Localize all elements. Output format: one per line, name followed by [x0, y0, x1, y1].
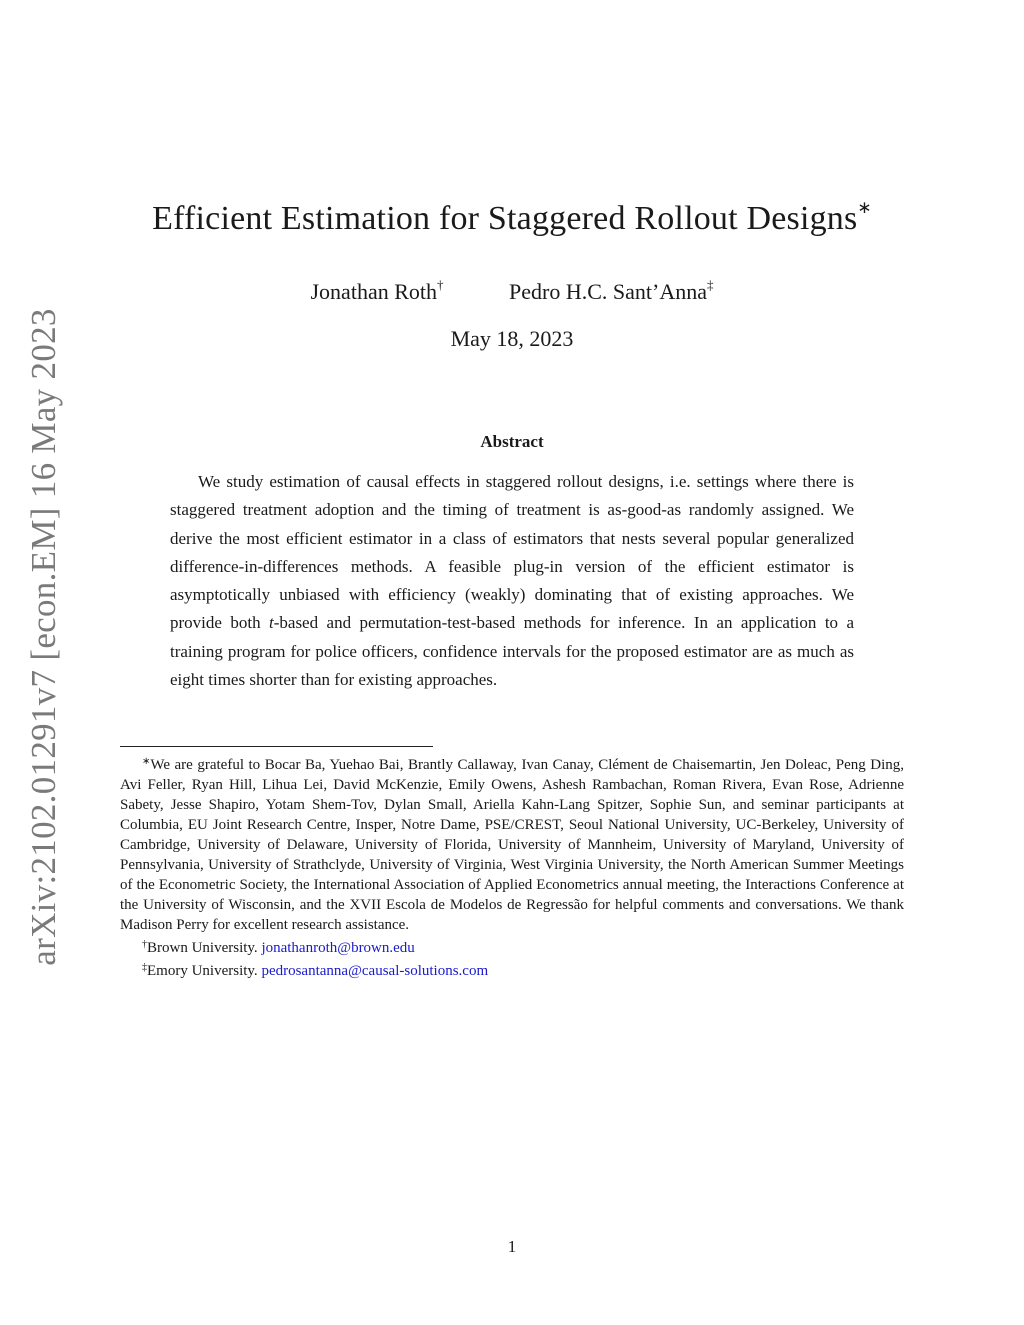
- abstract-text-2: -based and permutation-test-based methods for inference. In an application to a training program for police officers, confidence intervals for the proposed estimator are as much as eight times shorter than for existing approaches.: [170, 613, 855, 690]
- abstract-text-1: We study estimation of causal effects in staggered rollout designs, i.e. settings where there is staggered treatment adoption and the timing of treatment is as-good-as randomly assigned. We derive the most efficient estimator in a class of estimators that nests several popular generalized difference-in-differences methods. A feasible plug-in version of the efficient estimator is asymptotically unbiased with efficiency (weakly) dominating that of existing approaches. We provide both: [170, 472, 854, 633]
- title-footnote-mark: ∗: [857, 198, 872, 217]
- abstract-italic-t: t: [269, 613, 274, 633]
- ack-mark: ∗: [142, 756, 151, 767]
- footnotes: [120, 752, 904, 981]
- footnote-acknowledgements: [120, 752, 904, 935]
- ack-text: We are grateful to Bocar Ba, Yuehao Bai, Brantly Callaway, Ivan Canay, Clément de Chaisemartin, Jen Doleac, Peng Ding, Avi Feller, Ryan Hill, Lihua Lei, David McKenzie, Emily Owens, Ashesh Rambachan, Roman Rivera, Evan Rose, Adrienne Sabety, Jesse Shapiro, Yotam Shem-Tov, Dylan Small, Ariella Kahn-Lang Spitzer, Sophie Sun, and seminar participants at Columbia, EU Joint Research Centre, Insper, Notre Dame, PSE/CREST, Seoul National University, UC-Berkeley, University of Cambridge, University of Delaware, University of Florida, University of Mannheim, University of Maryland, University of Pennsylvania, University of Strathclyde, University of Virginia, West Virginia University, the North American Summer Meetings of the Econometric Society, the International Association of Applied Econometrics annual meeting, the Interactions Conference at the University of Wisconsin, and the XVII Escola de Modelos de Regressão for helpful comments and conversations. We thank Madison Perry for excellent research assistance.: [120, 757, 904, 933]
- author-1-email-link[interactable]: jonathanroth@brown.edu: [261, 940, 415, 956]
- footnote-author-1: [120, 935, 904, 958]
- arxiv-identifier: arXiv:2102.01291v7 [econ.EM] 16 May 2023: [24, 308, 63, 966]
- author-2: [509, 277, 713, 305]
- footnote-rule: [120, 746, 433, 747]
- author-2-mark: ‡: [706, 277, 714, 292]
- footnote-author-2: [120, 958, 904, 981]
- abstract-heading: Abstract: [480, 432, 544, 451]
- author-list: [0, 277, 1024, 305]
- author-1-affiliation: Brown University.: [147, 940, 262, 956]
- author-1-footnote-mark: †: [142, 939, 147, 950]
- abstract-body: [170, 468, 854, 694]
- page-number: 1: [507, 1237, 517, 1256]
- author-2-email-link[interactable]: pedrosantanna@causal-solutions.com: [261, 963, 489, 979]
- author-1-mark: †: [437, 277, 444, 292]
- author-2-footnote-mark: ‡: [142, 962, 147, 973]
- author-2-name: Pedro H.C. Sant’Anna: [509, 279, 707, 304]
- paper-title: [0, 198, 1024, 238]
- author-2-affiliation: Emory University.: [147, 963, 262, 979]
- author-1-name: Jonathan Roth: [310, 279, 437, 304]
- paper-date: May 18, 2023: [450, 326, 574, 351]
- author-1: [311, 277, 444, 305]
- title-text: Efficient Estimation for Staggered Rollout Designs: [152, 200, 858, 237]
